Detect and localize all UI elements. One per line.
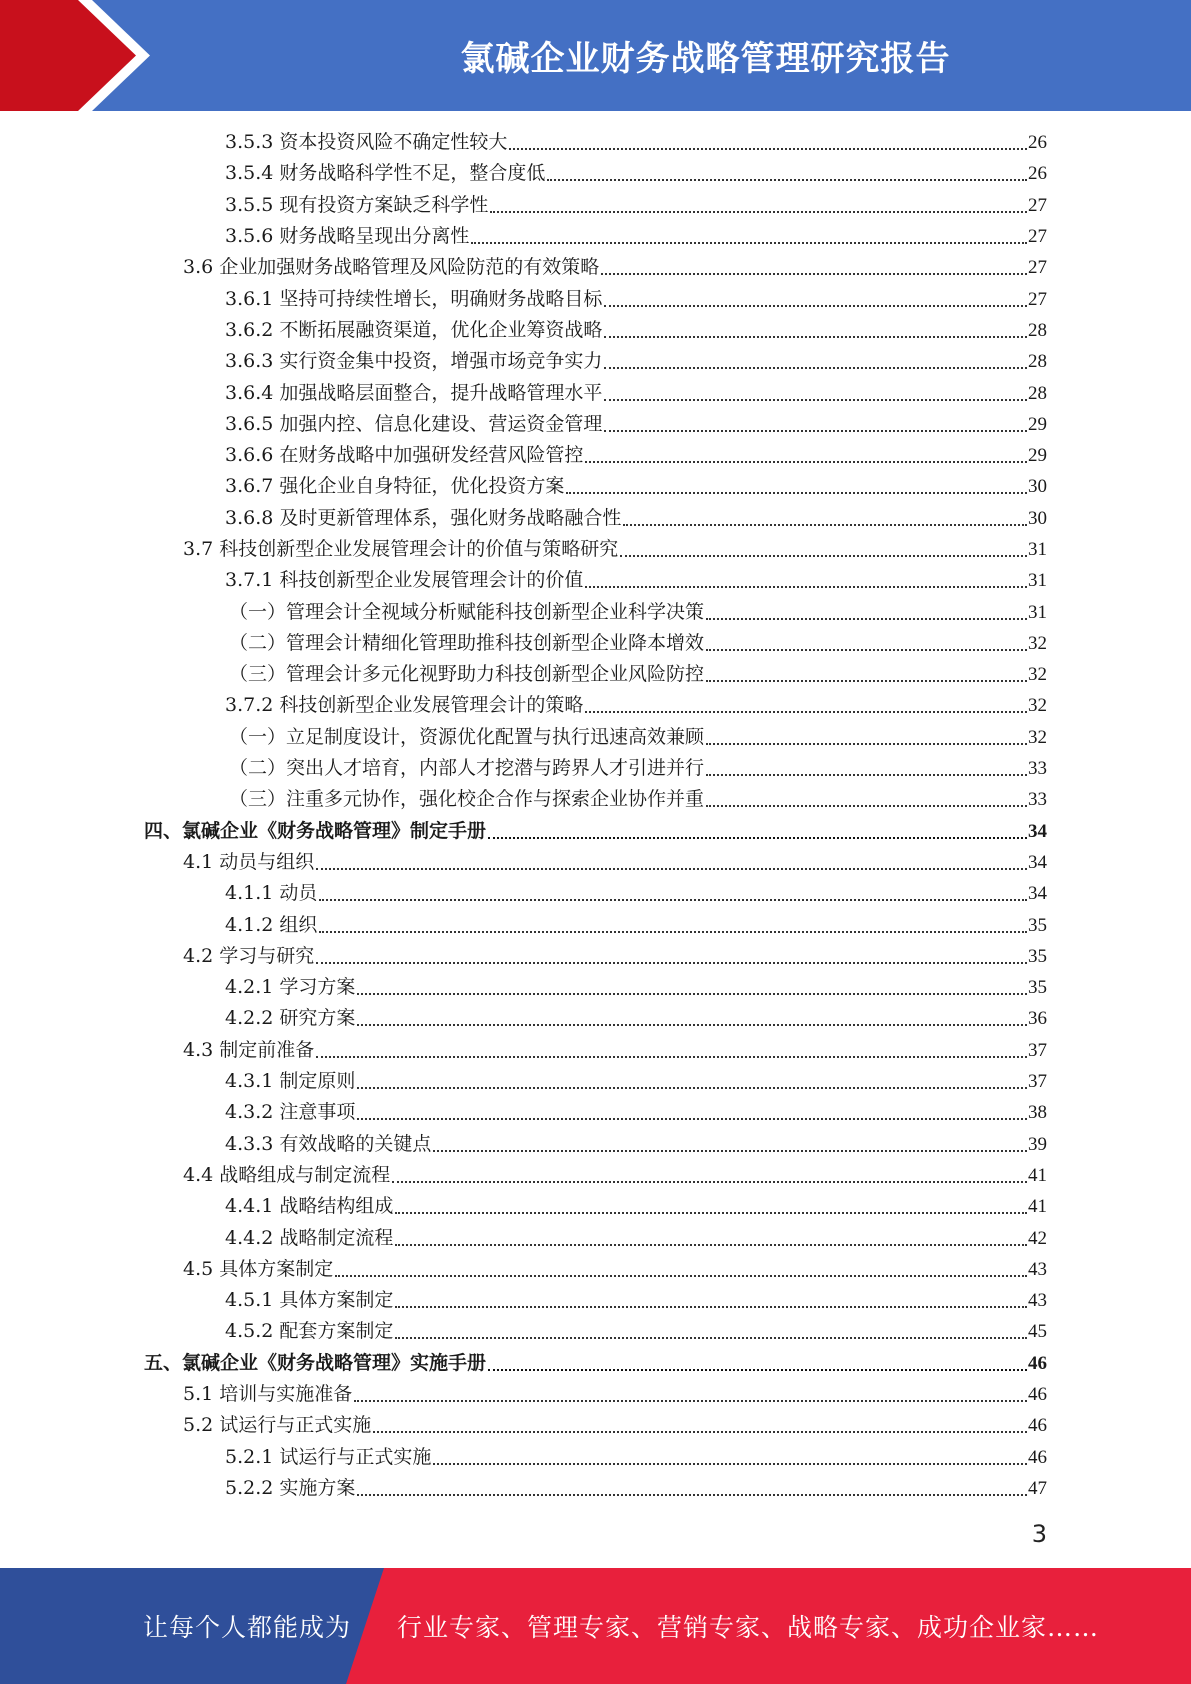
toc-entry-label: （二）突出人才培育，内部人才挖潜与跨界人才引进并行 xyxy=(229,757,705,780)
toc-entry[interactable] xyxy=(0,1003,1191,1034)
toc-entry-page: 32 xyxy=(1028,632,1047,654)
toc-dot-leader xyxy=(357,1087,1027,1089)
toc-entry[interactable] xyxy=(0,471,1191,502)
toc-entry-label: 4.1.2 组织 xyxy=(225,913,318,936)
toc-entry-page: 28 xyxy=(1028,382,1047,404)
toc-entry[interactable] xyxy=(0,565,1191,596)
toc-entry-line xyxy=(144,816,1047,847)
toc-entry-label: 4.3.2 注意事项 xyxy=(225,1101,356,1124)
toc-entry-line xyxy=(183,1254,1047,1285)
toc-entry-page: 34 xyxy=(1028,851,1047,873)
toc-entry[interactable] xyxy=(0,1285,1191,1316)
toc-entry-line xyxy=(225,221,1047,252)
toc-entry-page: 30 xyxy=(1028,507,1047,529)
toc-entry[interactable] xyxy=(0,909,1191,940)
toc-entry[interactable] xyxy=(0,722,1191,753)
toc-dot-leader xyxy=(395,1244,1027,1246)
toc-entry-page: 31 xyxy=(1028,601,1047,623)
toc-entry[interactable] xyxy=(0,534,1191,565)
toc-dot-leader xyxy=(706,805,1027,807)
toc-dot-leader xyxy=(706,680,1027,682)
toc-entry-label: 3.6.6 在财务战略中加强研发经营风险管控 xyxy=(225,444,584,467)
toc-dot-leader xyxy=(316,962,1027,964)
toc-entry[interactable] xyxy=(0,1316,1191,1347)
toc-entry-label: 3.5.5 现有投资方案缺乏科学性 xyxy=(225,193,489,216)
toc-entry-label: 4.2.1 学习方案 xyxy=(225,976,356,999)
toc-entry-page: 46 xyxy=(1028,1446,1047,1468)
toc-entry-line xyxy=(225,1191,1047,1222)
toc-entry-line xyxy=(183,1410,1047,1441)
toc-entry-line xyxy=(225,1473,1047,1504)
toc-entry-label: 5.2.1 试运行与正式实施 xyxy=(225,1445,432,1468)
toc-entry-line xyxy=(225,972,1047,1003)
toc-entry[interactable] xyxy=(0,127,1191,158)
toc-entry-line xyxy=(225,346,1047,377)
toc-entry-line xyxy=(225,190,1047,221)
toc-entry-page: 46 xyxy=(1028,1415,1047,1437)
toc-dot-leader xyxy=(433,1463,1027,1465)
toc-entry-label: 4.4.2 战略制定流程 xyxy=(225,1226,394,1249)
page-number: 3 xyxy=(1031,1520,1047,1548)
toc-entry-label: 3.7.2 科技创新型企业发展管理会计的策略 xyxy=(225,694,584,717)
toc-entry-line xyxy=(225,1129,1047,1160)
toc-entry-line xyxy=(225,1223,1047,1254)
toc-dot-leader xyxy=(395,1212,1027,1214)
toc-entry[interactable] xyxy=(0,847,1191,878)
toc-entry-page: 27 xyxy=(1028,288,1047,310)
toc-dot-leader xyxy=(319,931,1027,933)
toc-dot-leader xyxy=(620,555,1027,557)
toc-dot-leader xyxy=(354,1400,1027,1402)
toc-entry-line xyxy=(225,158,1047,189)
toc-entry-label: 3.6 企业加强财务战略管理及风险防范的有效策略 xyxy=(183,256,600,279)
toc-entry[interactable] xyxy=(0,1160,1191,1191)
toc-entry-label: （二）管理会计精细化管理助推科技创新型企业降本增效 xyxy=(229,631,705,654)
toc-entry[interactable] xyxy=(0,440,1191,471)
toc-entry-line xyxy=(225,471,1047,502)
toc-dot-leader xyxy=(601,273,1027,275)
toc-dot-leader xyxy=(604,336,1027,338)
toc-entry-line xyxy=(229,753,1047,784)
toc-entry[interactable] xyxy=(0,158,1191,189)
toc-entry-page: 29 xyxy=(1028,445,1047,467)
toc-entry-line xyxy=(229,597,1047,628)
toc-entry-line xyxy=(183,534,1047,565)
toc-entry-label: 3.5.6 财务战略呈现出分离性 xyxy=(225,225,470,248)
toc-entry-label: 3.6.2 不断拓展融资渠道，优化企业筹资战略 xyxy=(225,318,603,341)
toc-entry[interactable] xyxy=(0,1129,1191,1160)
toc-entry-label: 4.3.1 制定原则 xyxy=(225,1070,356,1093)
toc-entry[interactable] xyxy=(0,221,1191,252)
toc-dot-leader xyxy=(604,367,1027,369)
toc-entry-page: 27 xyxy=(1028,257,1047,279)
toc-entry-label: 4.4.1 战略结构组成 xyxy=(225,1195,394,1218)
toc-entry[interactable] xyxy=(0,659,1191,690)
toc-entry-label: 3.6.1 坚持可持续性增长，明确财务战略目标 xyxy=(225,287,603,310)
toc-entry-label: 4.3.3 有效战略的关键点 xyxy=(225,1132,432,1155)
toc-dot-leader xyxy=(566,492,1027,494)
toc-entry-page: 29 xyxy=(1028,413,1047,435)
toc-entry-label: 4.1.1 动员 xyxy=(225,882,318,905)
toc-entry[interactable] xyxy=(0,190,1191,221)
toc-entry-page: 43 xyxy=(1028,1258,1047,1280)
toc-entry-line xyxy=(225,1066,1047,1097)
toc-entry-label: 3.6.8 及时更新管理体系，强化财务战略融合性 xyxy=(225,506,622,529)
toc-entry[interactable] xyxy=(0,283,1191,314)
toc-entry-line xyxy=(183,1160,1047,1191)
toc-entry-line xyxy=(225,1097,1047,1128)
toc-entry-label: 4.3 制定前准备 xyxy=(183,1038,315,1061)
toc-dot-leader xyxy=(547,179,1027,181)
toc-entry-line xyxy=(225,565,1047,596)
toc-dot-leader xyxy=(706,649,1027,651)
toc-entry-line xyxy=(229,659,1047,690)
toc-entry-line xyxy=(225,910,1047,941)
toc-entry-page: 27 xyxy=(1028,194,1047,216)
toc-entry[interactable] xyxy=(0,409,1191,440)
toc-entry-label: 五、氯碱企业《财务战略管理》实施手册 xyxy=(144,1351,487,1374)
footer-slogan-right: 行业专家、管理专家、营销专家、战略专家、成功企业家…… xyxy=(397,1613,1100,1642)
toc-entry[interactable] xyxy=(0,941,1191,972)
toc-entry-line xyxy=(183,1379,1047,1410)
toc-dot-leader xyxy=(585,711,1027,713)
toc-dot-leader xyxy=(585,586,1027,588)
toc-entry-label: 4.2 学习与研究 xyxy=(183,944,315,967)
toc-dot-leader xyxy=(488,1369,1027,1371)
toc-dot-leader xyxy=(357,1494,1027,1496)
toc-entry-page: 39 xyxy=(1028,1133,1047,1155)
toc-dot-leader xyxy=(488,837,1027,839)
toc-entry-line xyxy=(225,378,1047,409)
toc-entry[interactable] xyxy=(0,753,1191,784)
toc-entry[interactable] xyxy=(0,503,1191,534)
toc-dot-leader xyxy=(357,1118,1027,1120)
toc-dot-leader xyxy=(357,993,1027,995)
toc-entry-label: 3.5.3 资本投资风险不确定性较大 xyxy=(225,131,508,154)
toc-dot-leader xyxy=(706,743,1027,745)
toc-entry-page: 28 xyxy=(1028,319,1047,341)
document-title: 氯碱企业财务战略管理研究报告 xyxy=(460,39,951,79)
toc-entry[interactable] xyxy=(0,1254,1191,1285)
toc-entry-label: 4.5.1 具体方案制定 xyxy=(225,1289,394,1312)
toc-entry-line xyxy=(144,1348,1047,1379)
toc-entry-label: 3.5.4 财务战略科学性不足，整合度低 xyxy=(225,162,546,185)
toc-dot-leader xyxy=(706,618,1027,620)
toc-entry-page: 35 xyxy=(1028,977,1047,999)
toc-entry-line xyxy=(183,847,1047,878)
toc-entry-page: 31 xyxy=(1028,539,1047,560)
toc-entry[interactable] xyxy=(0,252,1191,283)
toc-entry[interactable] xyxy=(0,315,1191,346)
toc-entry-page: 33 xyxy=(1028,758,1047,780)
toc-entry-line xyxy=(183,941,1047,972)
toc-dot-leader xyxy=(604,430,1027,432)
toc-entry[interactable] xyxy=(0,1410,1191,1441)
toc-entry-label: 3.7.1 科技创新型企业发展管理会计的价值 xyxy=(225,569,584,592)
toc-entry[interactable] xyxy=(0,1222,1191,1253)
toc-entry[interactable] xyxy=(0,346,1191,377)
toc-entry-line xyxy=(183,252,1047,283)
toc-entry-line xyxy=(225,878,1047,909)
chevron-arrow-icon xyxy=(0,0,160,111)
toc-entry-label: 3.6.7 强化企业自身特征，优化投资方案 xyxy=(225,475,565,498)
toc-entry-page: 38 xyxy=(1028,1102,1047,1124)
toc-entry-line xyxy=(225,1316,1047,1347)
toc-entry[interactable] xyxy=(0,1348,1191,1379)
toc-entry-page: 42 xyxy=(1028,1227,1047,1249)
toc-dot-leader xyxy=(392,1181,1027,1183)
toc-entry-page: 37 xyxy=(1028,1071,1047,1093)
toc-entry-page: 41 xyxy=(1028,1164,1047,1186)
toc-entry-label: 四、氯碱企业《财务战略管理》制定手册 xyxy=(144,819,487,842)
toc-entry-label: 4.1 动员与组织 xyxy=(183,850,315,873)
toc-entry[interactable] xyxy=(0,1191,1191,1222)
toc-entry-line xyxy=(225,284,1047,315)
toc-entry-line xyxy=(183,1035,1047,1066)
toc-entry-label: （一）立足制度设计，资源优化配置与执行迅速高效兼顾 xyxy=(229,725,705,748)
toc-entry-page: 35 xyxy=(1028,945,1047,967)
toc-entry-page: 26 xyxy=(1028,163,1047,185)
toc-dot-leader xyxy=(433,1150,1027,1152)
toc-dot-leader xyxy=(316,868,1027,870)
toc-entry-label: （三）注重多元协作，强化校企合作与探索企业协作并重 xyxy=(229,788,705,811)
toc-dot-leader xyxy=(373,1431,1027,1433)
toc-entry-label: 3.6.5 加强内控、信息化建设、营运资金管理 xyxy=(225,412,603,435)
toc-entry-page: 32 xyxy=(1028,726,1047,748)
toc-entry-page: 31 xyxy=(1028,570,1047,592)
toc-entry[interactable] xyxy=(0,628,1191,659)
toc-entry[interactable] xyxy=(0,1066,1191,1097)
toc-entry-page: 35 xyxy=(1028,914,1047,936)
table-of-contents xyxy=(0,127,1191,1504)
toc-entry-page: 32 xyxy=(1028,695,1047,717)
toc-entry-label: 3.7 科技创新型企业发展管理会计的价值与策略研究 xyxy=(183,538,619,560)
toc-entry-page: 26 xyxy=(1028,132,1047,154)
toc-entry-line xyxy=(225,409,1047,440)
toc-entry[interactable] xyxy=(0,1035,1191,1066)
toc-dot-leader xyxy=(395,1306,1027,1308)
toc-entry-label: 4.2.2 研究方案 xyxy=(225,1007,356,1030)
toc-entry-page: 34 xyxy=(1028,820,1047,842)
toc-entry-line xyxy=(225,315,1047,346)
toc-entry-page: 33 xyxy=(1028,789,1047,811)
toc-entry[interactable] xyxy=(0,784,1191,815)
toc-entry-page: 30 xyxy=(1028,476,1047,498)
toc-entry[interactable] xyxy=(0,816,1191,847)
toc-entry-line xyxy=(225,690,1047,721)
toc-entry-page: 27 xyxy=(1028,226,1047,248)
toc-entry-line xyxy=(229,784,1047,815)
toc-entry-page: 28 xyxy=(1028,351,1047,373)
toc-entry[interactable] xyxy=(0,1441,1191,1472)
toc-entry[interactable] xyxy=(0,1379,1191,1410)
toc-entry-page: 43 xyxy=(1028,1290,1047,1312)
toc-entry[interactable] xyxy=(0,690,1191,721)
toc-dot-leader xyxy=(316,1056,1027,1058)
toc-dot-leader xyxy=(509,148,1027,150)
toc-dot-leader xyxy=(604,399,1027,401)
toc-entry[interactable] xyxy=(0,878,1191,909)
toc-entry-page: 34 xyxy=(1028,883,1047,905)
toc-entry[interactable] xyxy=(0,596,1191,627)
toc-entry[interactable] xyxy=(0,377,1191,408)
toc-entry-line xyxy=(225,1285,1047,1316)
toc-dot-leader xyxy=(319,899,1027,901)
toc-dot-leader xyxy=(490,211,1027,213)
page-footer xyxy=(0,1568,1191,1684)
page-header xyxy=(0,0,1191,111)
toc-entry-label: 5.1 培训与实施准备 xyxy=(183,1383,353,1406)
toc-dot-leader xyxy=(585,461,1027,463)
toc-entry-page: 37 xyxy=(1028,1039,1047,1061)
toc-entry-line xyxy=(229,722,1047,753)
toc-entry[interactable] xyxy=(0,1097,1191,1128)
toc-entry-label: 4.5.2 配套方案制定 xyxy=(225,1320,394,1343)
toc-entry-label: 3.6.4 加强战略层面整合，提升战略管理水平 xyxy=(225,381,603,404)
toc-dot-leader xyxy=(604,305,1027,307)
toc-dot-leader xyxy=(471,242,1027,244)
toc-entry-line xyxy=(225,1003,1047,1034)
toc-entry-page: 32 xyxy=(1028,664,1047,686)
toc-entry-line xyxy=(225,503,1047,534)
toc-entry-line xyxy=(229,628,1047,659)
toc-entry-label: （三）管理会计多元化视野助力科技创新型企业风险防控 xyxy=(229,663,705,686)
toc-entry[interactable] xyxy=(0,1473,1191,1504)
toc-entry-page: 41 xyxy=(1028,1196,1047,1218)
toc-entry-page: 46 xyxy=(1028,1384,1047,1406)
toc-entry-label: （一）管理会计全视域分析赋能科技创新型企业科学决策 xyxy=(229,600,705,623)
toc-entry[interactable] xyxy=(0,972,1191,1003)
toc-entry-label: 5.2 试运行与正式实施 xyxy=(183,1414,372,1437)
toc-dot-leader xyxy=(335,1275,1027,1277)
footer-slogan-left: 让每个人都能成为 xyxy=(143,1613,352,1642)
toc-entry-page: 47 xyxy=(1028,1477,1047,1499)
toc-entry-label: 4.5 具体方案制定 xyxy=(183,1257,334,1280)
toc-entry-page: 46 xyxy=(1028,1352,1047,1374)
toc-entry-label: 5.2.2 实施方案 xyxy=(225,1476,356,1499)
toc-dot-leader xyxy=(395,1337,1027,1339)
toc-dot-leader xyxy=(357,1024,1027,1026)
toc-dot-leader xyxy=(706,774,1027,776)
toc-entry-line xyxy=(225,440,1047,471)
toc-dot-leader xyxy=(623,524,1027,526)
toc-entry-label: 3.6.3 实行资金集中投资，增强市场竞争实力 xyxy=(225,350,603,373)
toc-entry-page: 36 xyxy=(1028,1008,1047,1030)
toc-entry-label: 4.4 战略组成与制定流程 xyxy=(183,1163,391,1186)
toc-entry-page: 45 xyxy=(1028,1321,1047,1343)
toc-entry-line xyxy=(225,127,1047,158)
toc-entry-line xyxy=(225,1442,1047,1473)
